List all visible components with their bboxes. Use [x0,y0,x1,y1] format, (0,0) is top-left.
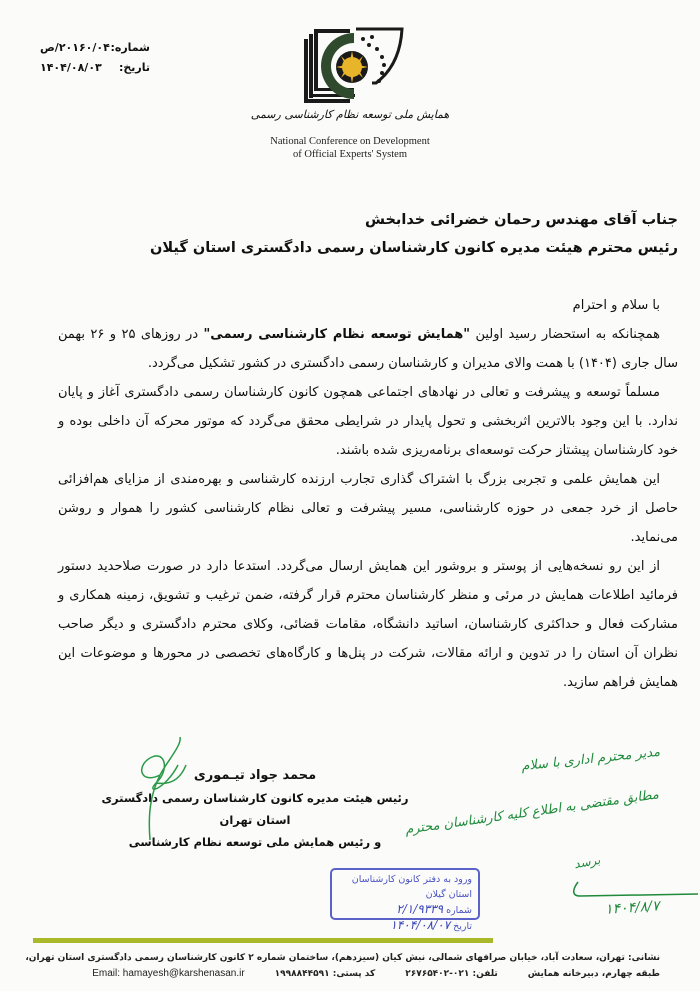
footer-divider [33,938,493,943]
logo-title-english [250,135,450,161]
signer-title-2: و رئیس همایش ملی توسعه نظام کارشناسی [128,835,382,849]
paragraph-3: این همایش علمی و تجربی بزرگ با اشتراک گذاری تجارب ارزنده کارشناسی و بهره‌مندی از مزایای هم‌افزائی حاصل از خرد جمعی در حوزه کارشناسی، مسیر پیشرفت و تعالی نظام کارشناسی کشور را هموار و روشن می‌نماید. [58,472,678,545]
reference-date-label: تاریخ: [118,61,150,74]
stamp-date-label: تاریخ [453,921,472,932]
stamp-date-value: ۱۴۰۴/۰۸/۰۷ [390,918,451,932]
logo-title-persian: همایش ملی توسعه نظام کارشناسی رسمی [250,108,450,121]
handwritten-note-line-3: برسد [572,852,602,872]
paragraph-1-end: در روزهای ۲۵ و ۲۶ بهمن سال جاری (۱۴۰۴) با همت والای مدیران و کارشناسان رسمی دادگستری در کشور تشکیل می‌گردد. [58,327,678,371]
conference-name-highlight: "همایش توسعه نظام کارشناسی رسمی" [203,327,471,342]
handwritten-note-line-1: مدیر محترم اداری با سلام [520,744,661,775]
signer-name: محمد جواد تیـموری [193,768,317,783]
stamp-number-value: ۲/۱/۹۳۳۹ [396,902,444,916]
reference-number-value: ۲۰۱۶۰/۰۴/ص [40,41,110,54]
stamp-number-row [338,902,472,918]
stamp-date-row [338,918,472,934]
reference-date-row [40,58,150,78]
footer-phone: تلفن: ۰۲۱-۲۶۷۶۵۴۰۲ [405,969,498,979]
paragraph-2: مسلماً توسعه و پیشرفت و تعالی در نهادهای اجتماعی همچون کانون کارشناسان رسمی دادگستری آغاز و پایان ندارد. با این وجود بالاترین اثربخشی و تحول پایدار در شرایطی محقق می‌گردد که موتور محرکه آن داخلی بوده و خود کارشناسان پیشتاز حرکت توسعه‌ای برنامه‌ریزی شده باشند. [58,385,678,458]
footer-postal-code: کد پستی: ۱۹۹۸۸۴۴۵۹۱ [274,969,376,979]
paragraph-1-start: همچنانکه به استحضار رسید اولین [470,327,660,342]
conference-logo-icon [290,25,410,110]
signer-title-1: رئیس هیئت مدیره کانون کارشناسان رسمی دادگستری استان تهران [101,791,409,827]
footer-email[interactable]: Email: hamayesh@karshenasan.ir [92,968,245,979]
recipient-title: رئیس محترم هیئت مدیره کانون کارشناسان رسمی دادگستری استان گیلان [150,240,678,256]
recipient-block [78,206,678,262]
footer-contact-row [20,966,660,982]
letter-body [58,291,678,697]
handwritten-date: ۱۴۰۴/۸/۷ [604,898,661,918]
greeting: با سلام و احترام [572,298,660,313]
logo-title-english-line1: National Conference on Development [270,136,430,147]
handwritten-note-line-2: مطابق مقتضی به اطلاع کلیه کارشناسان محترم [404,787,660,838]
reference-number-row [40,38,150,58]
stamp-number-label: شماره [446,905,472,916]
reference-block [40,38,150,78]
footer [20,950,660,982]
signature-scribble-icon [120,735,190,845]
footer-address-2: طبقه چهارم، دبیرخانه همایش [527,969,660,979]
entry-stamp [330,868,480,932]
stamp-header: ورود به دفتر کانون کارشناسان استان گیلان [351,874,472,900]
paragraph-1 [58,320,678,378]
handwritten-underline-icon [570,880,700,900]
logo-title-english-line2: of Official Experts' System [293,149,407,160]
paragraph-4: از این رو نسخه‌هایی از پوستر و بروشور این همایش ارسال می‌گردد. استدعا دارد در صورت صلاحدید دستور فرمائید اطلاعات همایش در مرئی و منظر کارشناسان محترم قرار گرفته، ضمن ترغیب و تشویق، زمینه همکاری و مشارکت فعال و حداکثری کارشناسان، اساتید دانشگاه، مقامات قضائی، وکلای محترم دادگستری و دیگر صاحب نظران آن استان را در تدوین و ارائه مقالات، شرکت در پنل‌ها و کارگاه‌های تخصصی در محورها و موضوعات این همایش فراهم سازید. [58,559,678,690]
reference-number-label: شماره: [110,41,150,54]
recipient-name: جناب آقای مهندس رحمان خضرائی خدابخش [364,212,678,228]
reference-date-value: ۱۴۰۴/۰۸/۰۳ [40,61,102,74]
footer-address: نشانی: تهران، سعادت آباد، خیابان صرافهای شمالی، نبش کیان (سیزدهم)، ساختمان شماره ۲ کانون کارشناسان رسمی دادگستری استان تهران، [25,953,660,963]
